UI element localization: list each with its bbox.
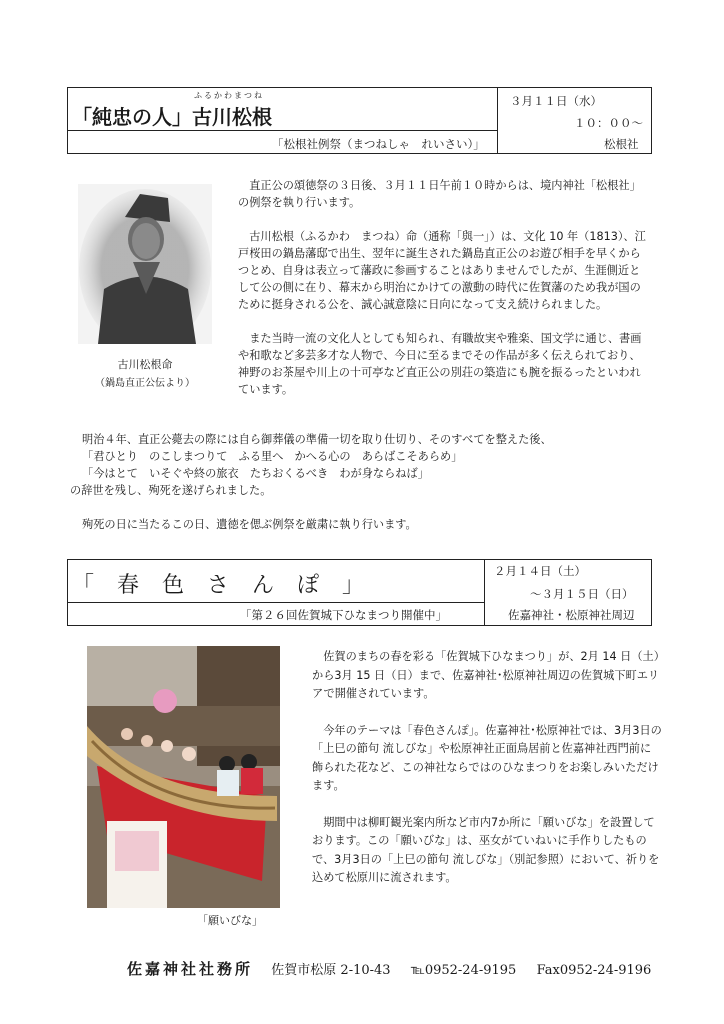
footer-tel: ℡0952-24-9195 xyxy=(410,963,517,978)
event1-paragraph: また当時一流の文化人としても知られ、有職故実や雅楽、国文学に通じ、書画や和歌など多芸多才な人物で、今日に至るまでその作品が多く伝えられており、神野のお茶屋や川上の十可亭など直正公の別荘の築造にも腕を振るったといわれています。 xyxy=(238,332,642,396)
footer-address: 佐賀市松原 2-10-43 xyxy=(271,963,391,978)
event1-body xyxy=(238,177,648,398)
footer-fax: Fax0952-24-9196 xyxy=(536,963,652,978)
hina-boat-caption: 「願いびな」 xyxy=(197,914,263,927)
event2-paragraph: 佐賀のまちの春を彩る「佐賀城下ひなまつり」が、2月 14 日（土）から3月 15 日（日）まで、佐嘉神社･松原神社周辺の佐賀城下町エリアで開催されています。 xyxy=(312,650,660,700)
event2-date-to: ～３月１５日（日） xyxy=(530,587,634,601)
event2-subtitle: 「第２６回佐賀城下ひなまつり開催中」 xyxy=(240,608,447,622)
closing-line: 明治４年、直正公薨去の際には自ら御葬儀の準備一切を取り仕切り、そのすべてを整えた後、 xyxy=(82,433,552,446)
poem-line: 「今はとて いそぐや終の旅衣 たちおくるべき わが身ならねば」 xyxy=(82,467,429,480)
event1-paragraph: 古川松根（ふるかわ まつね）命（通称「與一」）は、文化 10 年（1813）、江戸桜田の鍋島藩邸で出生、翌年に誕生された鍋島直正公のお遊び相手を早くからつとめ、自身は表立って藩政に参画することはありませんでしたが、生涯側近として公の側に在り、幕末から明治にかけての激動の時代に佐賀藩のため我が国のために挺身される公を、誠心誠意陰に日向になって支え続けられました。 xyxy=(238,230,646,311)
event1-place: 松根社 xyxy=(604,137,639,151)
event1-header-divider xyxy=(497,87,498,154)
footer-org: 佐嘉神社社務所 xyxy=(127,960,254,978)
portrait-illustration xyxy=(78,184,212,344)
event2-date-from: ２月１４日（土） xyxy=(494,564,586,578)
portrait-photo xyxy=(78,184,212,344)
final-line: 殉死の日に当たるこの日、遺徳を偲ぶ例祭を厳粛に執り行います。 xyxy=(82,518,417,531)
event1-date: ３月１１日（水） xyxy=(510,94,602,108)
portrait-caption: 古川松根命 xyxy=(117,358,173,371)
event2-header-underline xyxy=(67,602,484,603)
event1-header-underline xyxy=(67,130,497,131)
hina-boat-illustration xyxy=(87,646,280,908)
closing-line: の辞世を残し、殉死を遂げられました。 xyxy=(70,484,272,497)
event1-time: １０：００～ xyxy=(574,116,643,130)
poem-line: 「君ひとり のこしまつりて ふる里へ かへる心の あらばこそあらめ」 xyxy=(82,450,463,463)
event1-title-ruby: ふるかわまつね xyxy=(194,91,264,100)
portrait-source: （鍋島直正公伝より） xyxy=(95,378,195,389)
event2-paragraph: 今年のテーマは「春色さんぽ」。佐嘉神社･松原神社では、3月3日の「上巳の節句 流しびな」や松原神社正面鳥居前と佐嘉神社西門前に飾られた花など、この神社ならではのひなまつりをお楽しみいただけます。 xyxy=(312,723,662,792)
event1-subtitle: 「松根社例祭（まつねしゃ れいさい）」 xyxy=(272,137,485,151)
event1-paragraph: 直正公の頌徳祭の３日後、３月１１日午前１０時からは、境内神社「松根社」の例祭を執り行います。 xyxy=(238,179,641,209)
hina-boat-photo xyxy=(87,646,280,908)
event2-body xyxy=(312,648,662,888)
event1-title: 「純忠の人」古川松根 xyxy=(72,105,272,129)
event2-title: 「春色さんぽ」 xyxy=(72,573,388,598)
event2-header-divider xyxy=(484,559,485,626)
event2-place: 佐嘉神社・松原神社周辺 xyxy=(508,608,635,622)
event1-closing xyxy=(70,431,660,533)
footer xyxy=(127,958,651,979)
event2-paragraph: 期間中は柳町観光案内所など市内7か所に「願いびな」を設置しております。この「願いびな」は、巫女がていねいに手作りしたもので、3月3日の「上巳の節句 流しびな」（別記参照）において、祈りを込めて松原川に流されます。 xyxy=(312,815,660,884)
